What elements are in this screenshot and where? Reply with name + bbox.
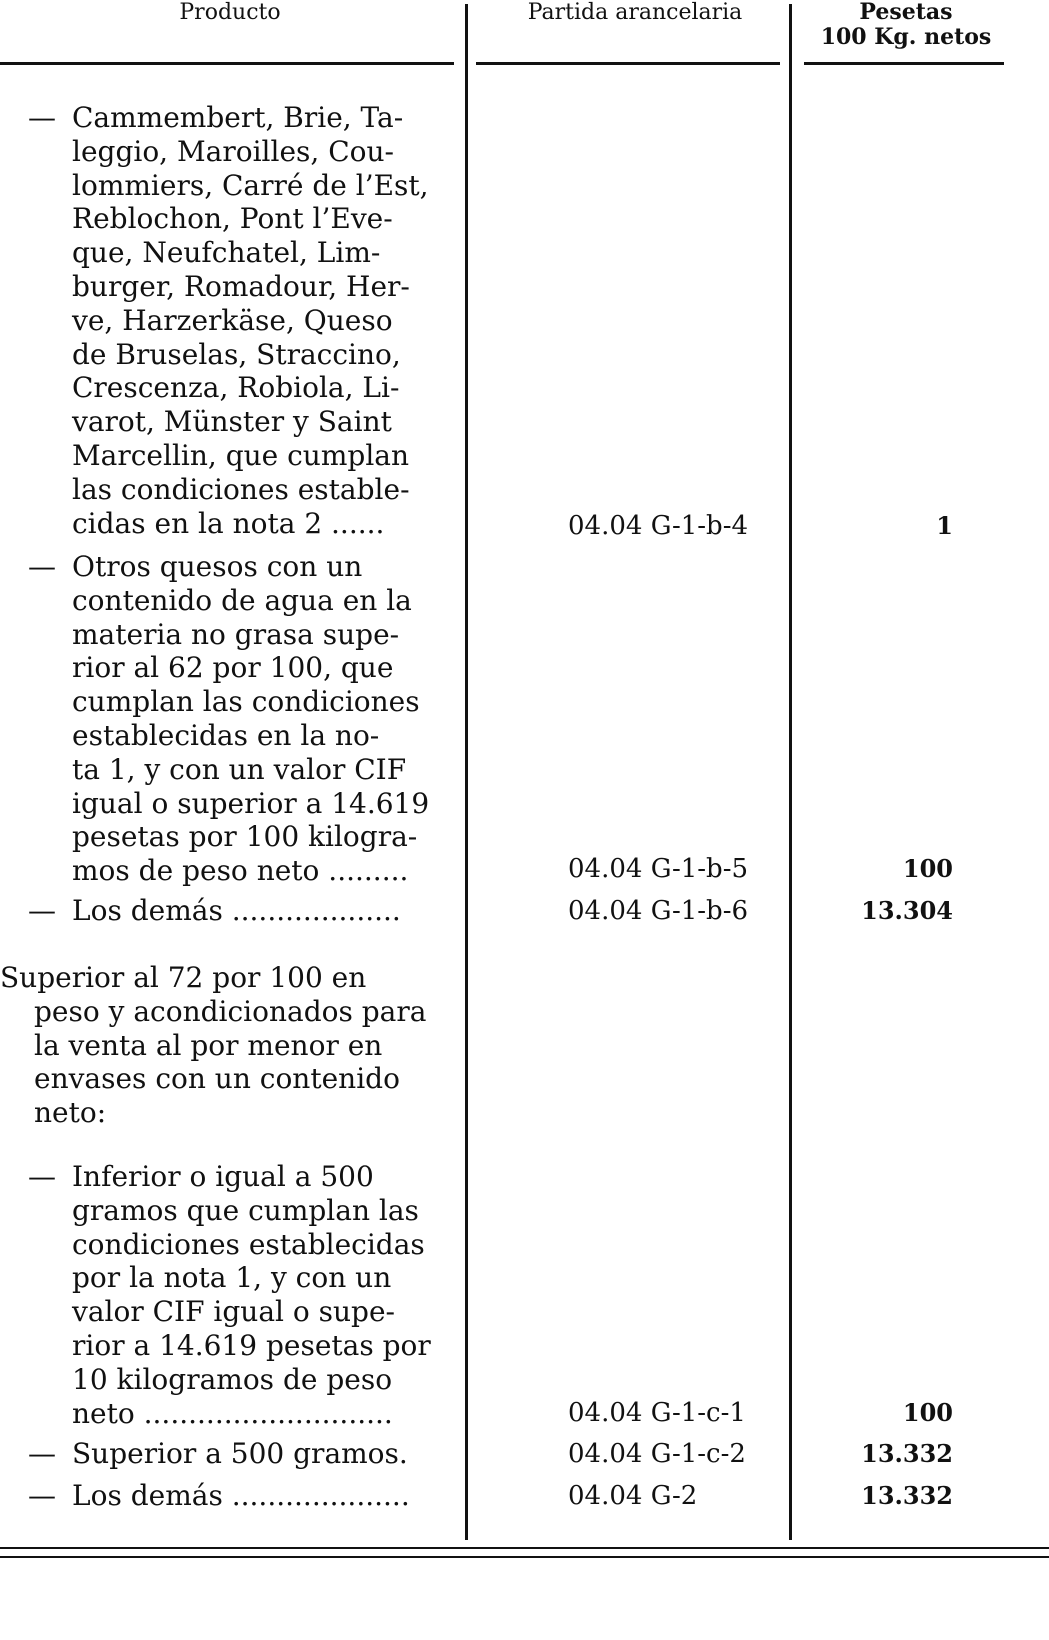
- text-line: Los demás ...................: [72, 894, 401, 927]
- header-producto: Producto: [179, 0, 281, 25]
- partida-code: 04.04 G-2: [568, 1481, 698, 1511]
- text-line: leggio, Maroilles, Cou-: [72, 134, 394, 168]
- header-pesetas-line2: 100 Kg. netos: [820, 24, 992, 50]
- item-dash: —: [28, 894, 56, 927]
- text-line: Superior al 72 por 100 en: [0, 961, 367, 994]
- text-line: peso y acondicionados para: [34, 994, 427, 1028]
- text-line: Los demás ....................: [72, 1479, 410, 1512]
- text-line: Otros quesos con un: [72, 550, 363, 583]
- pesetas-value: 13.304: [861, 896, 953, 925]
- text-line: rior al 62 por 100, que: [72, 651, 394, 685]
- header-rule-partida: [476, 62, 780, 65]
- item-dash: —: [28, 1479, 56, 1512]
- text-line: igual o superior a 14.619: [72, 786, 430, 820]
- product-item-inferior-500: [14, 1160, 454, 1430]
- header-rule-producto: [0, 62, 454, 65]
- text-line: valor CIF igual o supe-: [72, 1295, 395, 1329]
- text-line: gramos que cumplan las: [72, 1193, 419, 1227]
- pesetas-value: 1: [936, 511, 953, 540]
- text-line: cumplan las condiciones: [72, 685, 420, 719]
- partida-code: 04.04 G-1-c-1: [568, 1398, 746, 1428]
- text-line: de Bruselas, Straccino,: [72, 337, 401, 371]
- partida-code: 04.04 G-1-c-2: [568, 1439, 746, 1469]
- product-item-soft-cheeses: [14, 101, 454, 540]
- text-line: cidas en la nota 2 ......: [72, 506, 385, 540]
- text-line: Inferior o igual a 500: [72, 1160, 374, 1193]
- text-line: establecidas en la no-: [72, 718, 380, 752]
- product-item-superior-500: [14, 1437, 454, 1471]
- column-divider-2: [789, 4, 792, 1540]
- text-line: rior a 14.619 pesetas por: [72, 1328, 431, 1362]
- table-bottom-rule-2: [0, 1556, 1049, 1558]
- text-line: mos de peso neto .........: [72, 854, 409, 888]
- pesetas-value: 100: [902, 854, 953, 883]
- text-line: ta 1, y con un valor CIF: [72, 752, 407, 786]
- text-line: 10 kilogramos de peso: [72, 1362, 393, 1396]
- header-partida-arancelaria: Partida arancelaria: [527, 0, 743, 25]
- partida-code: 04.04 G-1-b-6: [568, 896, 749, 926]
- header-rule-pesetas: [804, 62, 1004, 65]
- text-line: la venta al por menor en: [34, 1028, 383, 1062]
- text-line: varot, Münster y Saint: [72, 405, 392, 439]
- pesetas-value: 13.332: [861, 1439, 953, 1468]
- column-divider-1: [465, 4, 468, 1540]
- text-line: Marcellin, que cumplan: [72, 438, 409, 472]
- text-line: condiciones establecidas: [72, 1227, 425, 1261]
- header-pesetas-line1: Pesetas: [859, 0, 953, 25]
- text-line: por la nota 1, y con un: [72, 1261, 392, 1295]
- text-line: que, Neufchatel, Lim-: [72, 236, 381, 270]
- pesetas-value: 100: [902, 1398, 953, 1427]
- pesetas-value: 13.332: [861, 1481, 953, 1510]
- text-line: Cammembert, Brie, Ta-: [72, 101, 404, 134]
- section-lead-superior-72: [0, 961, 454, 1130]
- text-line: pesetas por 100 kilogra-: [72, 820, 418, 854]
- item-dash: —: [28, 101, 56, 134]
- text-line: Superior a 500 gramos.: [72, 1437, 408, 1470]
- text-line: las condiciones estable-: [72, 472, 410, 506]
- table-bottom-rule-1: [0, 1547, 1049, 1549]
- partida-code: 04.04 G-1-b-5: [568, 854, 749, 884]
- partida-code: 04.04 G-1-b-4: [568, 511, 749, 541]
- header-pesetas: [806, 0, 1006, 50]
- text-line: burger, Romadour, Her-: [72, 269, 410, 303]
- item-dash: —: [28, 1160, 56, 1193]
- item-dash: —: [28, 550, 56, 583]
- text-line: lommiers, Carré de l’Est,: [72, 168, 429, 202]
- text-line: envases con un contenido: [34, 1062, 400, 1096]
- text-line: contenido de agua en la: [72, 583, 412, 617]
- text-line: neto ............................: [72, 1396, 393, 1430]
- product-item-los-demas-1: [14, 894, 454, 928]
- product-item-otros-quesos: [14, 550, 454, 888]
- item-dash: —: [28, 1437, 56, 1470]
- text-line: neto:: [34, 1096, 107, 1130]
- product-item-los-demas-2: [14, 1479, 454, 1513]
- text-line: Reblochon, Pont l’Eve-: [72, 202, 393, 236]
- text-line: materia no grasa supe-: [72, 617, 400, 651]
- text-line: ve, Harzerkäse, Queso: [72, 303, 393, 337]
- text-line: Crescenza, Robiola, Li-: [72, 371, 400, 405]
